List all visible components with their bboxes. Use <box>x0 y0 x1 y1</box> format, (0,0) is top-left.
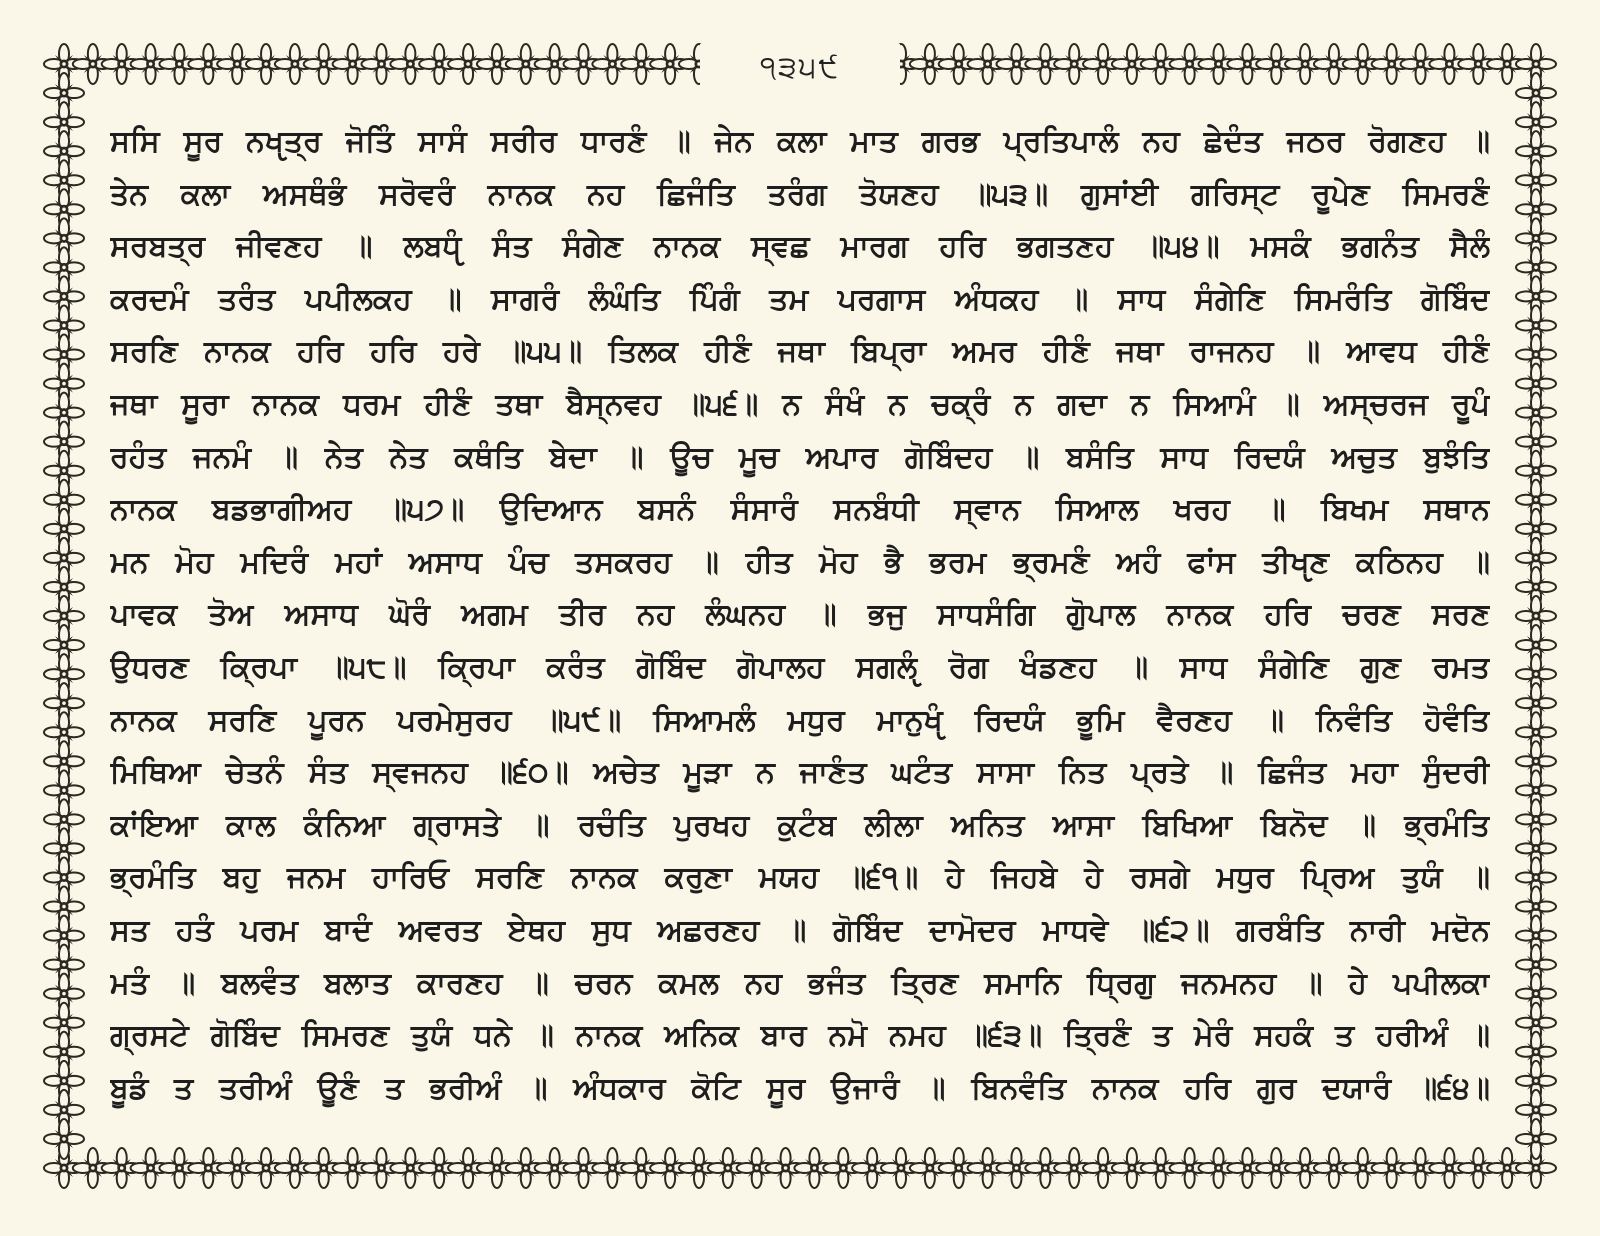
scripture-text <box>110 116 1490 1116</box>
text-line: ਭ੍ਰਮੰਤਿ ਬਹੁ ਜਨਮ ਹਾਰਿਓ ਸਰਣਿ ਨਾਨਕ ਕਰੁਣਾ ਮਯਹ ॥੬੧॥ ਹੇ ਜਿਹਬੇ ਹੇ ਰਸਗੇ ਮਧੁਰ ਪ੍ਰਿਅ ਤੁਯੰ ॥ <box>110 860 1490 896</box>
text-line: ਬੂਡੰ ਤ ਤਰੀਅੰ ਊਣੰ ਤ ਭਰੀਅੰ ॥ ਅੰਧਕਾਰ ਕੋਟਿ ਸੂਰ ਉਜਾਰੰ ॥ ਬਿਨਵੰਤਿ ਨਾਨਕ ਹਰਿ ਗੁਰ ਦਯਾਰੰ ॥੬੪॥ <box>110 1070 1490 1106</box>
floral-ornament-icon <box>1516 1119 1556 1159</box>
text-line: ਸਰਣਿ ਨਾਨਕ ਹਰਿ ਹਰਿ ਹਰੇ ॥੫੫॥ ਤਿਲਕ ਹੀਣੰ ਜਥਾ ਬਿਪ੍ਰਾ ਅਮਰ ਹੀਣੰ ਜਥਾ ਰਾਜਨਹ ॥ ਆਵਧ ਹੀਣੰ <box>110 334 1490 370</box>
text-line: ਗ੍ਰਸਟੇ ਗੋਬਿੰਦ ਸਿਮਰਣ ਤੁਯੰ ਧਨੇ ॥ ਨਾਨਕ ਅਨਿਕ ਬਾਰ ਨਮੋ ਨਮਹ ॥੬੩॥ ਤ੍ਰਿਣੰ ਤ ਮੇਰੰ ਸਹਕੰ ਤ ਹਰੀਅੰ ॥ <box>110 1018 1490 1054</box>
text-line: ਮਤੰ ॥ ਬਲਵੰਤ ਬਲਾਤ ਕਾਰਣਹ ॥ ਚਰਨ ਕਮਲ ਨਹ ਭਜੰਤ ਤ੍ਰਿਣ ਸਮਾਨਿ ਧ੍ਰਿਗੁ ਜਨਮਨਹ ॥ ਹੇ ਪਪੀਲਕਾ <box>110 965 1490 1001</box>
text-line: ਕਰਦਮੰ ਤਰੰਤ ਪਪੀਲਕਹ ॥ ਸਾਗਰੰ ਲੰਘੰਤਿ ਪਿੰਗੰ ਤਮ ਪਰਗਾਸ ਅੰਧਕਹ ॥ ਸਾਧ ਸੰਗੇਣਿ ਸਿਮਰੰਤਿ ਗੋਬਿੰਦ <box>110 281 1490 317</box>
text-line: ਮਨ ਮੋਹ ਮਦਿਰੰ ਮਹਾਂ ਅਸਾਧ ਪੰਚ ਤਸਕਰਹ ॥ ਹੀਤ ਮੋਹ ਭੈ ਭਰਮ ਭ੍ਰਮਣੰ ਅਹੰ ਫਾਂਸ ਤੀਖੵਣ ਕਠਿਨਹ ॥ <box>110 544 1490 580</box>
text-line: ਸਸਿ ਸੂਰ ਨਖੵਤ੍ਰ ਜੋਤਿੰ ਸਾਸੰ ਸਰੀਰ ਧਾਰਣੰ ॥ ਜੇਨ ਕਲਾ ਮਾਤ ਗਰਭ ਪ੍ਰਤਿਪਾਲੰ ਨਹ ਛੇਦੰਤ ਜਠਰ ਰੋਗਣਹ ॥ <box>110 124 1490 159</box>
text-line: ਕਾਂਇਆ ਕਾਲ ਕੰਨਿਆ ਗ੍ਰਾਸਤੇ ॥ ਰਚੰਤਿ ਪੁਰਖਹ ਕੁਟੰਬ ਲੀਲਾ ਅਨਿਤ ਆਸਾ ਬਿਖਿਆ ਬਿਨੋਦ ॥ ਭ੍ਰਮੰਤਿ <box>110 807 1490 843</box>
text-line: ਜਥਾ ਸੂਰਾ ਨਾਨਕ ਧਰਮ ਹੀਣੰ ਤਥਾ ਬੈਸ੍ਨਵਹ ॥੫੬॥ ਨ ਸੰਖੰ ਨ ਚਕ੍ਰੰ ਨ ਗਦਾ ਨ ਸਿਆਮੰ ॥ ਅਸ੍ਚਰਜ ਰੂਪੰ <box>110 386 1490 422</box>
text-line: ਨਾਨਕ ਸਰਣਿ ਪੂਰਨ ਪਰਮੇਸੁਰਹ ॥੫੯॥ ਸਿਆਮਲੰ ਮਧੁਰ ਮਾਨੁਖੵੰ ਰਿਦਯੰ ਭੂਮਿ ਵੈਰਣਹ ॥ ਨਿਵੰਤਿ ਹੋਵੰਤਿ <box>110 702 1490 738</box>
text-line: ਪਾਵਕ ਤੋਅ ਅਸਾਧ ਘੋਰੰ ਅਗਮ ਤੀਰ ਨਹ ਲੰਘਨਹ ॥ ਭਜੁ ਸਾਧਸੰਗਿ ਗੁੋਪਾਲ ਨਾਨਕ ਹਰਿ ਚਰਣ ਸਰਣ <box>110 597 1490 633</box>
text-line: ਨਾਨਕ ਬਡਭਾਗੀਅਹ ॥੫੭॥ ਉਦਿਆਨ ਬਸਨੰ ਸੰਸਾਰੰ ਸਨਬੰਧੀ ਸ੍ਵਾਨ ਸਿਆਲ ਖਰਹ ॥ ਬਿਖਮ ਸਥਾਨ <box>110 492 1490 528</box>
text-line: ਸਤ ਹਤੰ ਪਰਮ ਬਾਦੰ ਅਵਰਤ ਏਥਹ ਸੁਧ ਅਛਰਣਹ ॥ ਗੋਬਿੰਦ ਦਾਮੋਦਰ ਮਾਧਵੇ ॥੬੨॥ ਗਰਬੰਤਿ ਨਾਰੀ ਮਦੋਨ <box>110 912 1490 948</box>
text-line: ਰਹੰਤ ਜਨਮੰ ॥ ਨੇਤ ਨੇਤ ਕਥੰਤਿ ਬੇਦਾ ॥ ਊਚ ਮੂਚ ਅਪਾਰ ਗੋਬਿੰਦਹ ॥ ਬਸੰਤਿ ਸਾਧ ਰਿਦਯੰ ਅਚੁਤ ਬੁਝੰਤਿ <box>110 439 1490 475</box>
floral-ornament-icon <box>44 1119 84 1159</box>
text-line: ਤੇਨ ਕਲਾ ਅਸਥੰਭੰ ਸਰੋਵਰੰ ਨਾਨਕ ਨਹ ਛਿਜੰਤਿ ਤਰੰਗ ਤੋਯਣਹ ॥੫੩॥ ਗੁਸਾਂਈ ਗਰਿਸ੍ਟ ਰੂਪੇਣ ਸਿਮਰਣੰ <box>110 176 1490 212</box>
page-number: ੧੩੫੯ <box>700 44 900 92</box>
text-line: ਮਿਥਿਆ ਚੇਤਨੰ ਸੰਤ ਸ੍ਵਜਨਹ ॥੬੦॥ ਅਚੇਤ ਮੂੜਾ ਨ ਜਾਣੰਤ ਘਟੰਤ ਸਾਸਾ ਨਿਤ ਪ੍ਰਤੇ ॥ ਛਿਜੰਤ ਮਹਾ ਸੁੰਦਰੀ <box>110 755 1490 791</box>
text-line: ਉਧਰਣ ਕ੍ਰਿਪਾ ॥੫੮॥ ਕ੍ਰਿਪਾ ਕਰੰਤ ਗੋਬਿੰਦ ਗੋਪਾਲਹ ਸਗਲੵੰ ਰੋਗ ਖੰਡਣਹ ॥ ਸਾਧ ਸੰਗੇਣਿ ਗੁਣ ਰਮਤ <box>110 649 1490 685</box>
text-line: ਸਰਬਤ੍ਰ ਜੀਵਣਹ ॥ ਲਬਧੵੰ ਸੰਤ ਸੰਗੇਣ ਨਾਨਕ ਸ੍ਵਛ ਮਾਰਗ ਹਰਿ ਭਗਤਣਹ ॥੫੪॥ ਮਸਕੰ ਭਗਨੰਤ ਸੈਲੰ <box>110 229 1490 265</box>
